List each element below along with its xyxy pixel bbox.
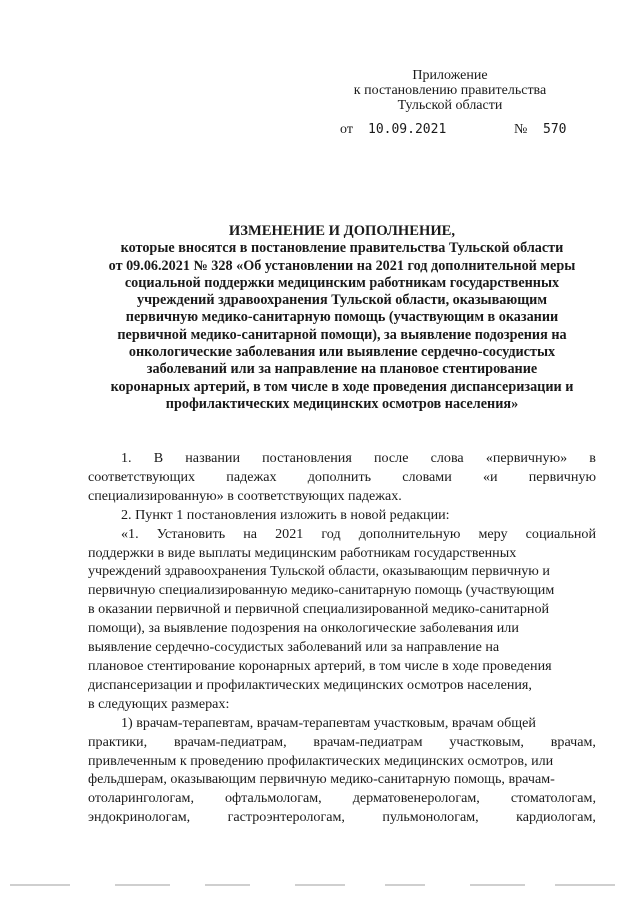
resolution-date: 10.09.2021 [368,122,447,137]
word: «и [482,468,498,485]
word: В [153,450,164,466]
word: врачам-педиатрам, [173,733,287,750]
word: стоматологам, [510,790,596,807]
word: слова [430,450,464,466]
appendix-line-3: Тульской области [397,98,503,113]
word: соответствующих [88,468,196,485]
title-line: коронарных артерий, в том числе в ходе проведения диспансеризации и [110,378,574,395]
word: эндокринологам, [88,809,191,826]
paragraph-3-line: поддержки в виде выплаты медицинским работникам государственных [88,544,517,561]
title-line: заболеваний или за направление на плановое стентирование [146,361,538,378]
paragraph-4-line-4: фельдшерам, оказывающим первичную медико-санитарную помощь, врачам- [88,771,555,788]
paragraph-3-line: в оказании первичной и первичной специализированной медико-санитарной [88,601,550,618]
word: социальной [525,525,596,542]
word: падежах [226,468,277,485]
paragraph-4-line-5 [88,789,596,808]
word: постановления [262,450,352,466]
word: после [373,450,409,466]
word: на [243,525,258,542]
word: 1. [121,450,132,466]
paragraph-2: 2. Пункт 1 постановления изложить в новой редакции: [121,506,450,523]
paragraph-4-line-2 [88,733,596,752]
paragraph-3-line: помощи), за выявление подозрения на онкологические заболевания или [88,620,519,637]
appendix-line-1: Приложение [412,68,488,83]
word: год [321,525,341,542]
title-line: от 09.06.2021 № 328 «Об установлении на 2021 год дополнительной меры [108,257,576,274]
word: «1. [121,525,139,542]
paragraph-3-line: диспансеризации и профилактических медицинских осмотров населения, [88,676,532,693]
title-line: которые вносятся в постановление правительства Тульской области [120,240,564,257]
word: практики, [88,733,148,750]
title-line: профилактических медицинских осмотров населения» [165,395,519,412]
word: первичную [528,468,596,485]
paragraph-1-line-1 [88,449,596,468]
scan-artifact-line [10,884,630,888]
word: гастроэнтерологам, [227,809,345,826]
title-line: онкологические заболевания или выявление сердечно-сосудистых [128,344,556,361]
word: названии [185,450,240,466]
paragraph-3-line: первичную специализированную медико-санитарную помощь (участвующим [88,582,555,599]
title-line: социальной поддержки медицинским работникам государственных [124,274,560,291]
number-sign: № [514,122,528,137]
paragraph-3-line: плановое стентирование коронарных артерий, в том числе в ходе проведения [88,657,552,674]
title-heading: ИЗМЕНЕНИЕ И ДОПОЛНЕНИЕ, [228,223,456,239]
word: отоларингологам, [88,790,194,807]
word: меру [478,525,508,542]
title-line: первичную медико-санитарную помощь (участвующим в оказании [125,309,559,326]
appendix-header [330,68,570,113]
word: врачам-педиатрам [313,733,423,750]
paragraph-3-last-line: в следующих размерах: [88,695,230,712]
word: офтальмологам, [225,790,322,807]
paragraph-1-line-2 [88,468,596,487]
paragraph-4-line-6 [88,808,596,827]
word: Установить [156,525,226,542]
word: «первичную» [485,450,568,466]
resolution-dateline [340,122,580,140]
word: пульмонологам, [382,809,479,826]
paragraph-3-line: учреждений здравоохранения Тульской области, оказывающим первичную и [88,563,550,580]
document-title [88,223,596,413]
document-body [88,449,596,827]
paragraph-1-line-3: специализированную» в соответствующих падежах. [88,487,402,504]
word: врачам, [550,733,596,750]
paragraph-4-line-1: 1) врачам-терапевтам, врачам-терапевтам участковым, врачам общей [121,714,536,731]
appendix-line-2: к постановлению правительства [353,83,547,98]
paragraph-3-line: выявление сердечно-сосудистых заболеваний или за направление на [88,639,500,656]
paragraph-4-line-3: привлеченным к проведению профилактических медицинских осмотров, или [88,752,554,769]
resolution-number: 570 [543,122,567,137]
word: 2021 [275,525,304,542]
title-line: учреждений здравоохранения Тульской области, оказывающим [136,292,548,309]
word: словами [402,468,452,485]
word: дерматовенерологам, [352,790,480,807]
date-prefix: от [340,122,353,137]
word: в [589,450,596,466]
word: кардиологам, [516,809,596,826]
paragraph-3-line-1 [88,525,596,544]
word: дополнительную [358,525,461,542]
title-line: первичной медико-санитарной помощи), за выявление подозрения на [117,326,567,343]
word: участковым, [449,733,524,750]
word: дополнить [307,468,372,485]
